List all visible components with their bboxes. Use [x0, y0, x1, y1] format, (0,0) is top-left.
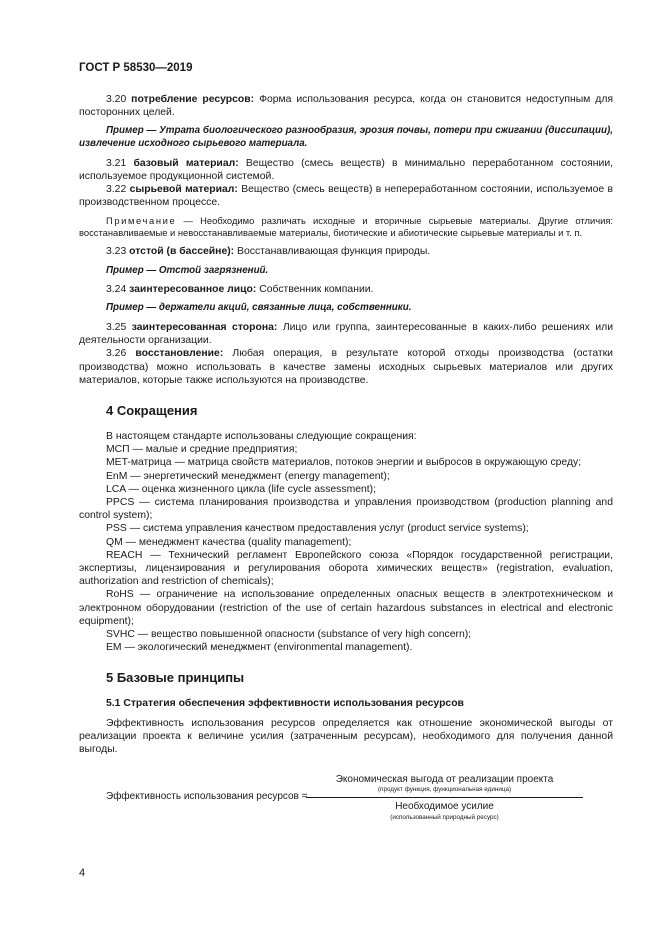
document-body — [79, 93, 613, 826]
example-3-20: Пример — Утрата биологического разнообразия, эрозия почвы, потери при сжигании (диссипации), извлечение исходного сырьевого материала. — [79, 125, 613, 149]
document-header: ГОСТ Р 58530—2019 — [79, 62, 193, 74]
formula-denominator-note: (использованный природный ресурс) — [390, 814, 499, 822]
section-5-1-paragraph: Эффективность использования ресурсов определяется как отношение экономической выгоды от реализации проекта к величине усилия (затраченным ресурсам), необходимого для получения данной выгоды. — [79, 717, 613, 756]
abbrev-item: RoHS — ограничение на использование определенных опасных веществ в электротехническом и электронном оборудовании (restriction of the use of certain hazardous substances in electrical and electronic equipment); — [79, 589, 613, 627]
abbrev-item: REACH — Технический регламент Европейского союза «Порядок государственной регистрации, экспертизы, лицензирования и регулирования оборота химических веществ» (registration, evaluation, authorization and restriction of chemicals); — [79, 549, 613, 588]
abbrev-item: EM — экологический менеджмент (environmental management). — [106, 642, 413, 654]
abbrev-item: PSS — система управления качеством предоставления услуг (product service systems); — [106, 523, 529, 535]
efficiency-formula — [79, 774, 613, 826]
formula-denominator: Необходимое усилие — [395, 801, 494, 813]
term-3-24: 3.24 заинтересованное лицо: Собственник компании. — [106, 284, 374, 296]
page-number: 4 — [79, 867, 86, 879]
abbrev-item: EnM — энергетический менеджмент (energy management); — [106, 470, 390, 482]
abbrev-item: МСП — малые и средние предприятия; — [106, 444, 298, 456]
section-5-title: 5 Базовые принципы — [106, 670, 245, 686]
term-3-26: 3.26 восстановление: Любая операция, в результате которой отходы производства (остатки производства) можно использовать в качестве замены исходных сырьевых материалов или других материалов, которые также используются на производстве. — [79, 348, 613, 386]
abbrev-item: MET-матрица — матрица свойств материалов, потоков энергии и выбросов в окружающую среду; — [106, 457, 582, 469]
abbrev-item: SVHC — вещество повышенной опасности (substance of very high concern); — [106, 629, 472, 641]
subsection-5-1-title: 5.1 Стратегия обеспечения эффективности использования ресурсов — [106, 698, 464, 710]
formula-lhs: Эффективность использования ресурсов = — [106, 791, 308, 803]
formula-numerator-note: (продукт функция, функциональная единица) — [377, 786, 512, 794]
term-3-22: 3.22 сырьевой материал: Вещество (смесь веществ) в непереработанном состоянии, используемое в производственном процессе. — [79, 184, 613, 209]
section-4-title: 4 Сокращения — [106, 403, 198, 419]
abbrev-item: PPCS — система планирования производства и управления производством (production planning and control system); — [79, 497, 613, 522]
term-3-20: 3.20 потребление ресурсов: Форма использования ресурса, когда он становится недоступным для посторонних целей. — [79, 94, 614, 119]
example-3-23: Пример — Отстой загрязнений. — [106, 264, 269, 276]
example-3-24: Пример — держатели акций, связанные лица, собственники. — [106, 302, 412, 314]
abbrev-item: LCA — оценка жизненного цикла (life cycle assessment); — [106, 483, 377, 495]
note-3-22: Примечание — Необходимо различать исходные и вторичные сырьевые материалы. Другие отличия: восстанавливаемые и невосстанавливаемые материалы, биотические и абиотические сырьевые материалы и т. п. — [79, 215, 614, 239]
term-3-21: 3.21 базовый материал: Вещество (смесь веществ) в минимально переработанном состоянии, используемое продукционной системой. — [79, 157, 614, 182]
term-3-25: 3.25 заинтересованная сторона: Лицо или группа, заинтересованные в каких-либо решениях или деятельности организации. — [79, 322, 613, 347]
abbrev-intro: В настоящем стандарте использованы следующие сокращения: — [106, 431, 417, 443]
formula-numerator: Экономическая выгода от реализации проекта — [335, 774, 554, 786]
fraction-line — [306, 797, 583, 798]
term-3-23: 3.23 отстой (в бассейне): Восстанавливающая функция природы. — [106, 246, 431, 258]
abbrev-item: QM — менеджмент качества (quality management); — [106, 536, 352, 548]
